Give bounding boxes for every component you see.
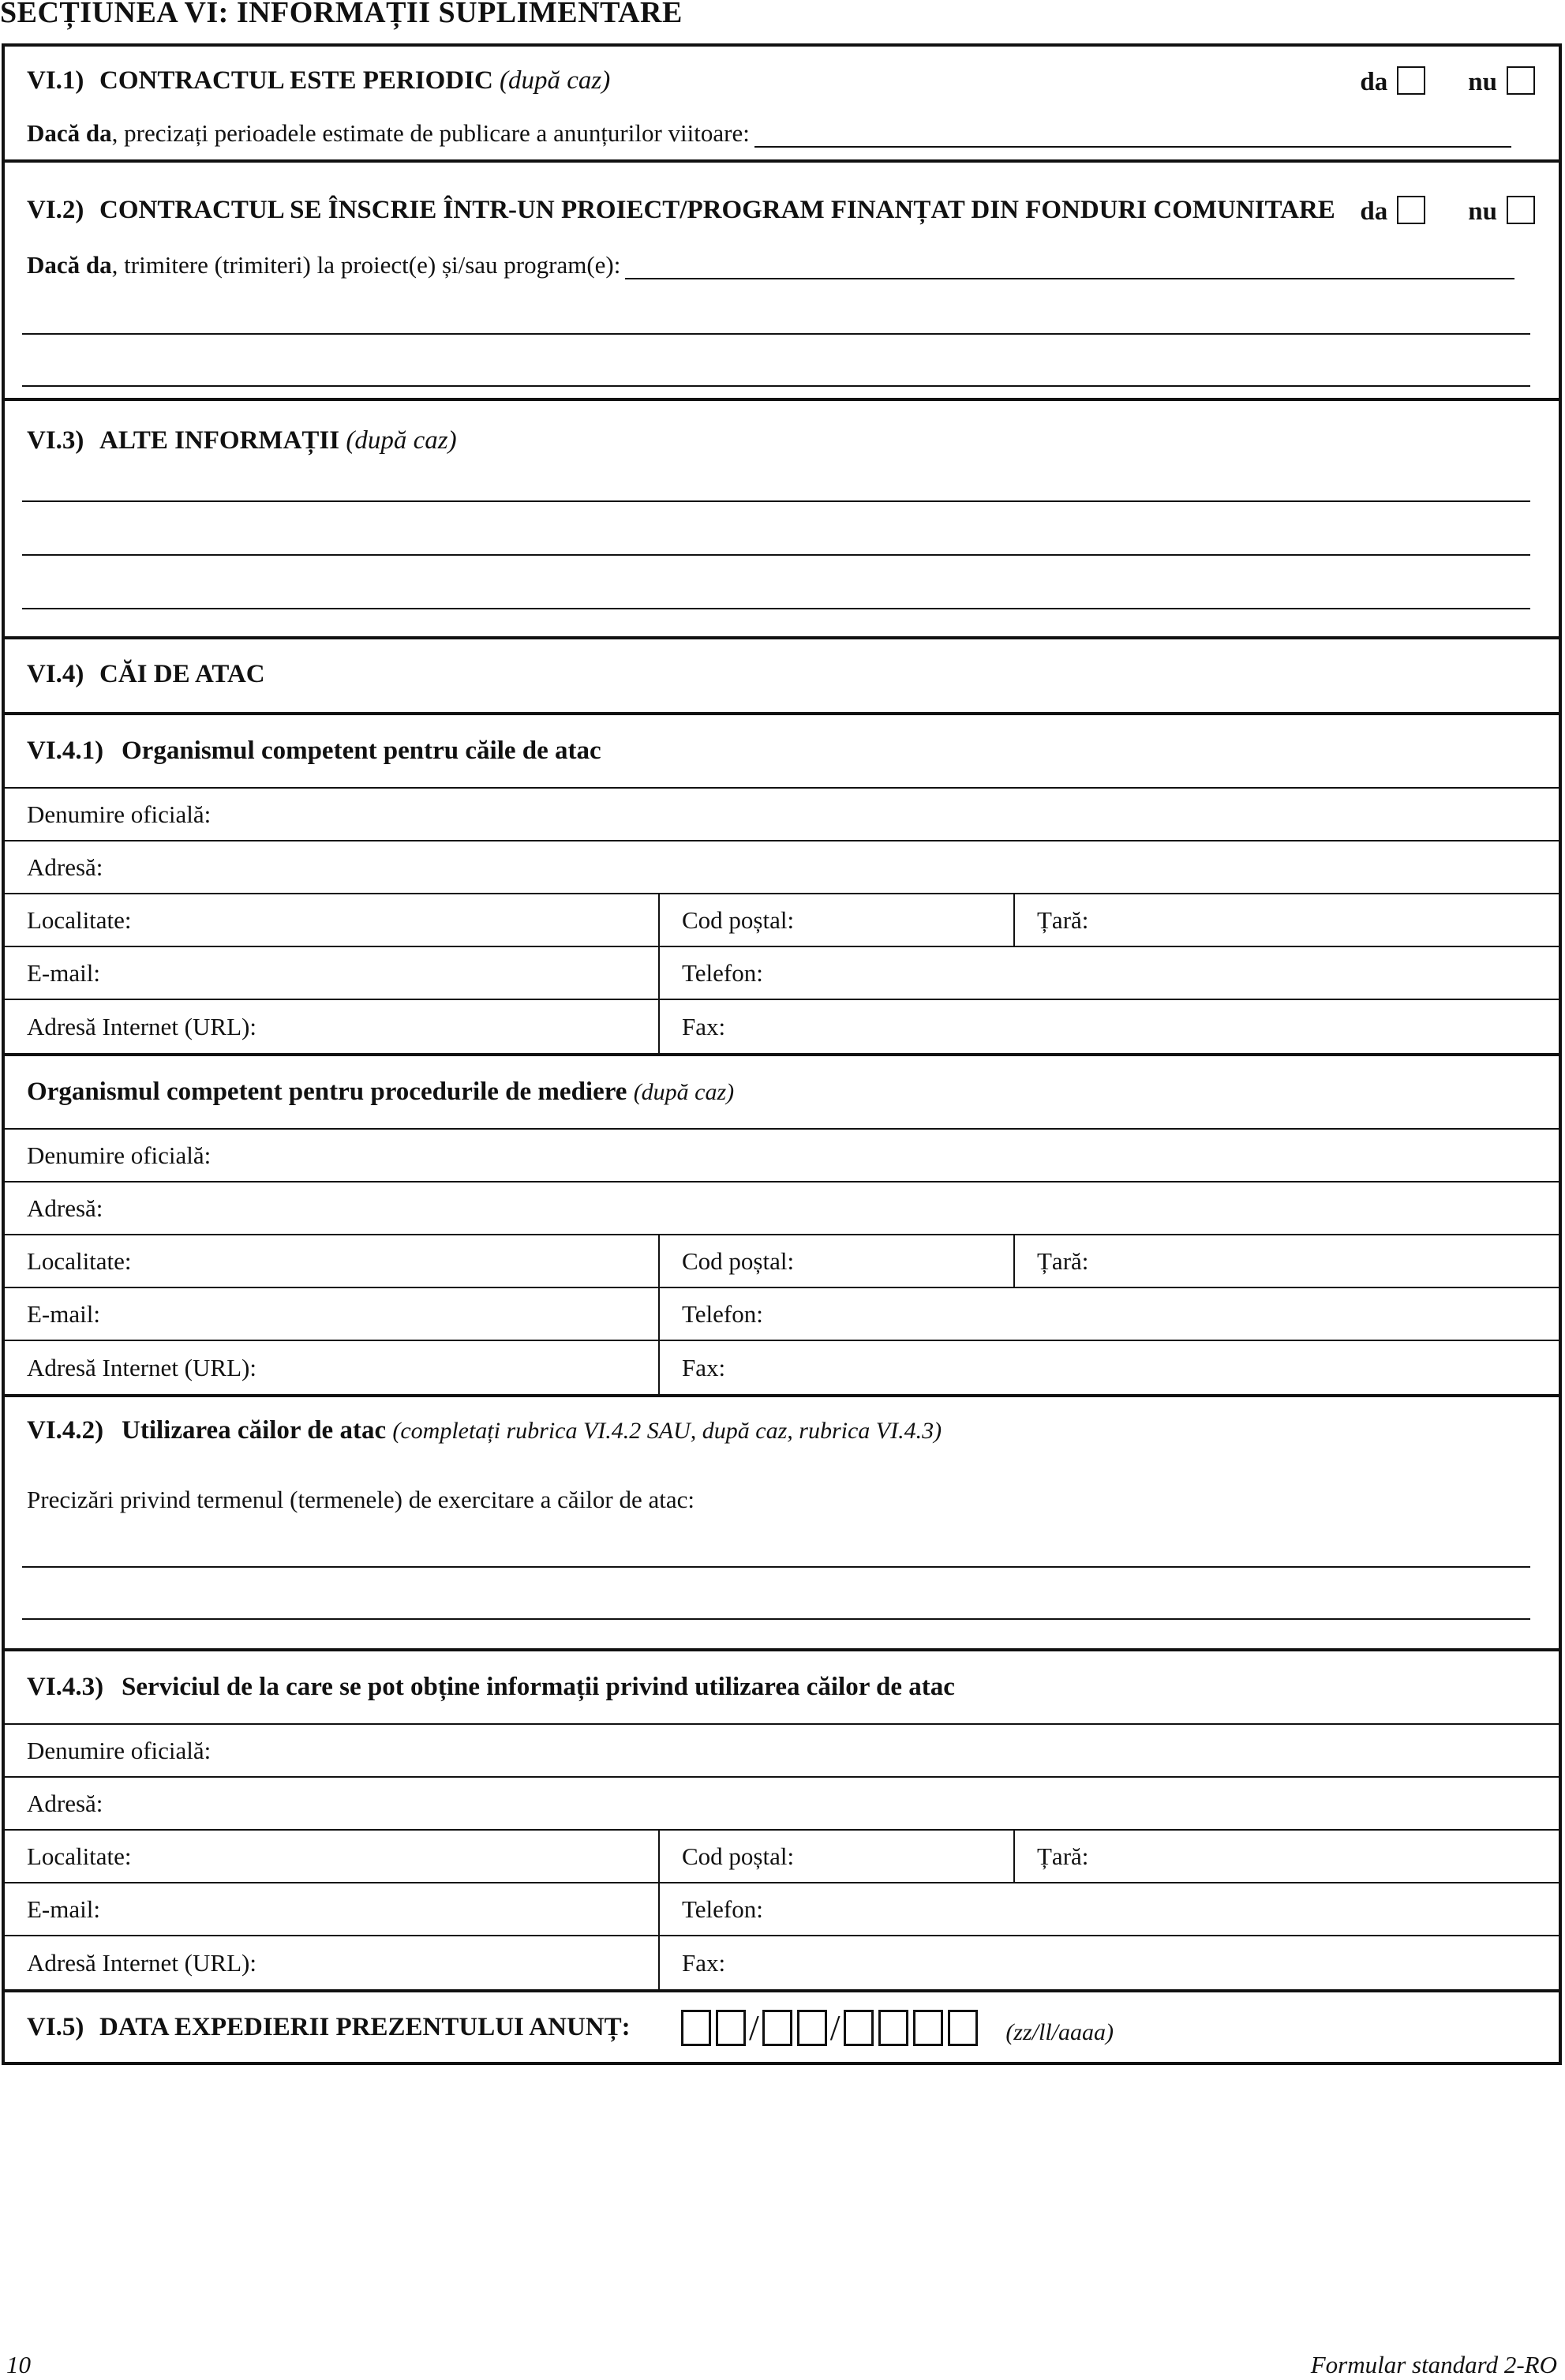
section-vi-4-1 (5, 715, 1559, 1056)
section-note: (după caz) (633, 1078, 735, 1105)
line-text: , precizați perioadele estimate de publicare a anunțurilor viitoare: (111, 119, 750, 147)
date-digit-box[interactable] (797, 2010, 827, 2046)
country-label: Țară: (1037, 1842, 1089, 1870)
blank-input-line[interactable] (22, 608, 1530, 609)
section-number: VI.2) (27, 196, 84, 224)
phone-label: Telefon: (682, 958, 763, 987)
url-label: Adresă Internet (URL): (27, 1948, 256, 1977)
city-cell[interactable] (5, 1235, 660, 1287)
section-title: CONTRACTUL SE ÎNSCRIE ÎNTR-UN PROIECT/PROGRAM FINANȚAT DIN FONDURI COMUNITARE (99, 196, 1335, 224)
section-title: CONTRACTUL ESTE PERIODIC (99, 66, 493, 95)
official-name-label: Denumire oficială: (27, 1141, 212, 1169)
section-vi-2-header (5, 196, 1357, 225)
line-bold-label: Dacă da (27, 119, 112, 147)
mediation-header (5, 1056, 1559, 1130)
section-number: VI.5) (27, 2013, 84, 2041)
yes-label: da (1360, 197, 1388, 226)
fax-label: Fax: (682, 1948, 726, 1977)
date-format-hint: (zz/ll/aaaa) (1005, 2019, 1114, 2045)
form-section-vi (2, 43, 1562, 2065)
city-cell[interactable] (5, 894, 660, 946)
section-vi-4 (5, 639, 1559, 715)
blank-input-line[interactable] (22, 554, 1530, 556)
email-cell[interactable] (5, 1883, 660, 1935)
section-header-cell (5, 715, 623, 787)
url-label: Adresă Internet (URL): (27, 1353, 256, 1381)
email-phone-row (5, 947, 1559, 1000)
deadline-text: Precizări privind termenul (termenele) de exercitare a căilor de atac: (27, 1486, 695, 1513)
section-vi-4-1-header (5, 715, 1559, 789)
section-vi-5 (5, 1992, 1559, 2062)
email-cell[interactable] (5, 1288, 660, 1340)
address-label: Adresă: (27, 853, 103, 881)
section-vi-4-2-header (5, 1416, 964, 1445)
phone-cell[interactable] (660, 1288, 1559, 1340)
section-number: VI.4.1) (27, 736, 104, 765)
address-label: Adresă: (27, 1194, 103, 1222)
url-cell[interactable] (5, 1936, 660, 1989)
section-title: CĂI DE ATAC (99, 660, 265, 688)
section-vi-2 (5, 163, 1559, 401)
date-separator: / (829, 2007, 841, 2048)
section-number: VI.1) (27, 66, 84, 95)
section-note: (completați rubrica VI.4.2 SAU, după caz, rubrica VI.4.3) (392, 1418, 942, 1444)
url-fax-row (5, 1341, 1559, 1394)
date-digit-box[interactable] (913, 2010, 943, 2046)
section-number: VI.3) (27, 426, 84, 455)
email-label: E-mail: (27, 1299, 100, 1328)
section-number: VI.4.3) (27, 1673, 104, 1701)
email-label: E-mail: (27, 958, 100, 987)
email-cell[interactable] (5, 947, 660, 999)
city-label: Localitate: (27, 1246, 132, 1275)
section-title: DATA EXPEDIERII PREZENTULUI ANUNȚ: (99, 2013, 631, 2041)
no-label: nu (1468, 197, 1497, 226)
blank-input-line[interactable] (22, 1566, 1530, 1568)
yes-no-group (1360, 66, 1535, 97)
postal-cell[interactable] (660, 894, 1015, 946)
postal-cell[interactable] (660, 1235, 1015, 1287)
section-number: VI.4.2) (27, 1416, 104, 1445)
date-digit-box[interactable] (762, 2010, 792, 2046)
section-title: ALTE INFORMAȚII (99, 426, 340, 455)
section-vi-5-header (5, 2013, 653, 2042)
form-name: Formular standard 2-RO (1310, 2351, 1557, 2378)
section-title: Utilizarea căilor de atac (122, 1416, 387, 1445)
section-vi-1-header (5, 66, 632, 96)
date-digit-box[interactable] (716, 2010, 746, 2046)
postal-label: Cod poștal: (682, 905, 795, 934)
line-text: , trimitere (trimiteri) la proiect(e) și/sau program(e): (111, 251, 621, 279)
phone-label: Telefon: (682, 1299, 763, 1328)
official-name-row[interactable] (5, 1725, 1559, 1778)
city-postal-country-row (5, 1235, 1559, 1288)
periods-input-line[interactable] (754, 122, 1511, 148)
blank-input-line[interactable] (22, 333, 1530, 335)
postal-label: Cod poștal: (682, 1842, 795, 1870)
section-number: VI.4) (27, 660, 84, 688)
email-phone-row (5, 1883, 1559, 1936)
official-name-row[interactable] (5, 1130, 1559, 1183)
date-digit-box[interactable] (948, 2010, 978, 2046)
section-title: Serviciul de la care se pot obține informații privind utilizarea căilor de atac (122, 1673, 955, 1701)
phone-cell[interactable] (660, 947, 1559, 999)
country-label: Țară: (1037, 1246, 1089, 1275)
email-label: E-mail: (27, 1895, 100, 1923)
no-checkbox[interactable] (1507, 66, 1535, 95)
yes-label: da (1360, 68, 1388, 96)
section-vi-3-header (5, 426, 479, 455)
url-fax-row (5, 1936, 1559, 1989)
date-digit-box[interactable] (681, 2010, 711, 2046)
no-label: nu (1468, 68, 1497, 96)
official-name-label: Denumire oficială: (27, 800, 212, 828)
section-mediation (5, 1056, 1559, 1397)
blank-input-line[interactable] (22, 500, 1530, 502)
section-header-cell (5, 1651, 977, 1723)
no-checkbox[interactable] (1507, 196, 1535, 224)
date-digit-box[interactable] (878, 2010, 908, 2046)
address-label: Adresă: (27, 1789, 103, 1817)
url-fax-row (5, 1000, 1559, 1053)
section-vi-4-header (5, 660, 287, 689)
line-bold-label: Dacă da (27, 251, 112, 279)
section-vi-4-3 (5, 1651, 1559, 1992)
yes-checkbox[interactable] (1397, 196, 1425, 224)
country-cell[interactable] (1015, 894, 1559, 946)
section-vi-3 (5, 401, 1559, 639)
city-cell[interactable] (5, 1831, 660, 1882)
fax-cell[interactable] (660, 1000, 1559, 1053)
official-name-label: Denumire oficială: (27, 1736, 212, 1764)
project-line (5, 251, 1537, 279)
date-input-group (681, 2007, 1114, 2048)
url-cell[interactable] (5, 1000, 660, 1053)
section-note: (după caz) (346, 426, 457, 455)
country-cell[interactable] (1015, 1235, 1559, 1287)
yes-no-group (1360, 196, 1535, 227)
address-row[interactable] (5, 1778, 1559, 1831)
section-vi-4-3-header (5, 1651, 1559, 1725)
city-label: Localitate: (27, 905, 132, 934)
address-row[interactable] (5, 841, 1559, 894)
url-label: Adresă Internet (URL): (27, 1012, 256, 1040)
phone-cell[interactable] (660, 1883, 1559, 1935)
date-separator: / (749, 2007, 759, 2048)
url-cell[interactable] (5, 1341, 660, 1394)
section-vi-1 (5, 47, 1559, 163)
official-name-row[interactable] (5, 789, 1559, 841)
blank-input-line[interactable] (22, 1618, 1530, 1620)
fax-cell[interactable] (660, 1341, 1559, 1394)
fax-cell[interactable] (660, 1936, 1559, 1989)
address-row[interactable] (5, 1183, 1559, 1235)
project-input-line[interactable] (625, 254, 1514, 279)
periods-line (5, 119, 1533, 148)
blank-input-line[interactable] (22, 385, 1530, 387)
country-cell[interactable] (1015, 1831, 1559, 1882)
city-label: Localitate: (27, 1842, 132, 1870)
phone-label: Telefon: (682, 1895, 763, 1923)
section-title: Organismul competent pentru procedurile de mediere (27, 1078, 627, 1106)
country-label: Țară: (1037, 905, 1089, 934)
postal-label: Cod poștal: (682, 1246, 795, 1275)
email-phone-row (5, 1288, 1559, 1341)
page-title: SECȚIUNEA VI: INFORMAȚII SUPLIMENTARE (0, 0, 683, 29)
postal-cell[interactable] (660, 1831, 1015, 1882)
city-postal-country-row (5, 1831, 1559, 1883)
yes-checkbox[interactable] (1397, 66, 1425, 95)
fax-label: Fax: (682, 1353, 726, 1381)
page-number: 10 (6, 2351, 31, 2378)
date-digit-box[interactable] (844, 2010, 874, 2046)
city-postal-country-row (5, 894, 1559, 947)
section-title: Organismul competent pentru căile de atac (122, 736, 601, 765)
section-vi-4-2 (5, 1397, 1559, 1651)
section-note: (după caz) (500, 66, 611, 95)
section-header-cell (5, 1056, 756, 1128)
fax-label: Fax: (682, 1012, 726, 1040)
